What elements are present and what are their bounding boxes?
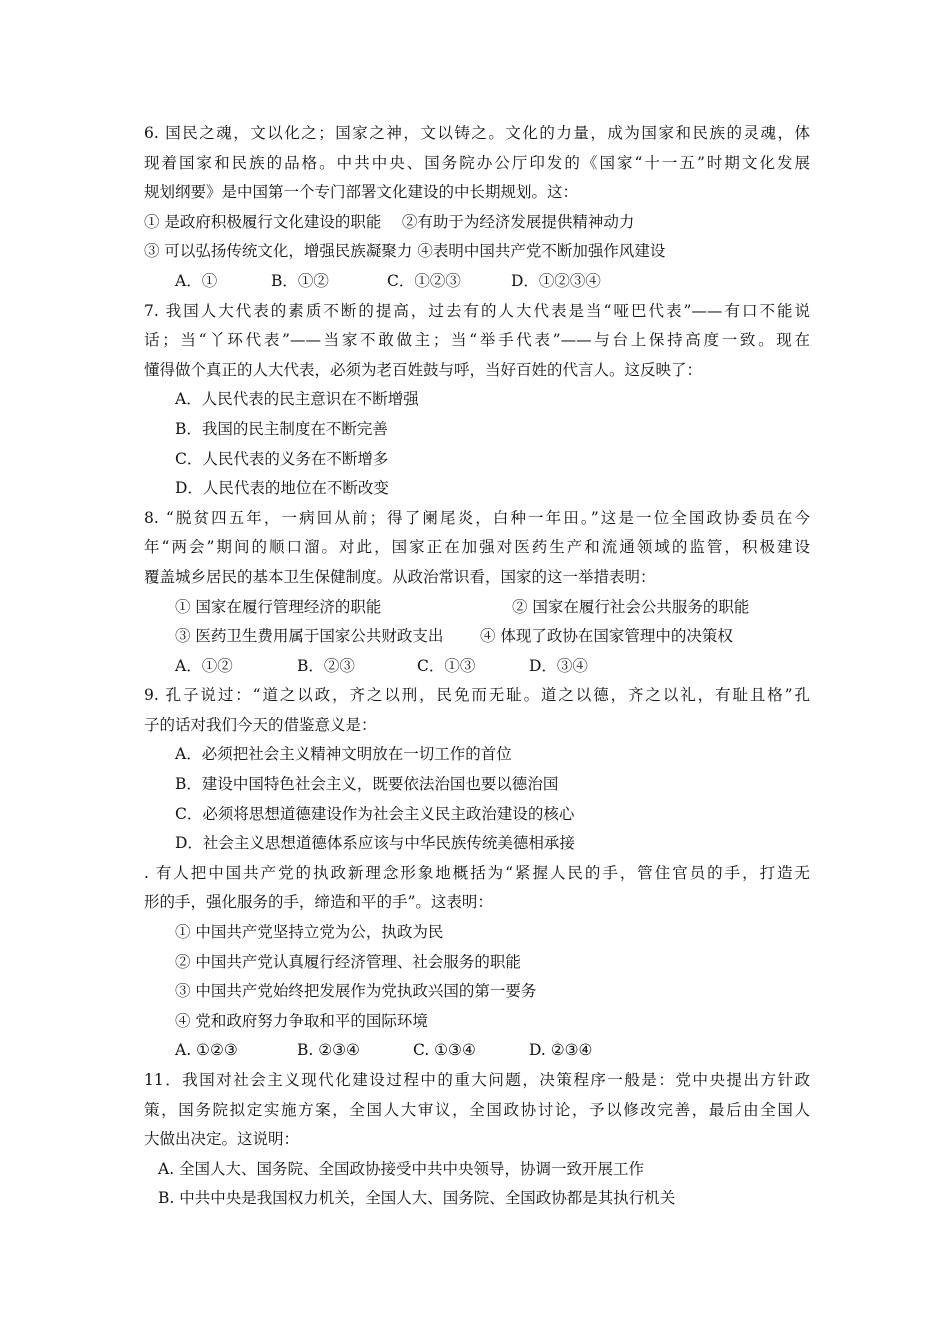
question-9-option-b: B．建设中国特色社会主义，既要依法治国也要以德治国 (175, 775, 559, 794)
question-10-options (144, 1036, 810, 1066)
question-10-line-1: . 有人把中国共产党的执政新理念形象地概括为“紧握人民的手，管住官员的手，打造无 (144, 863, 810, 882)
question-10-statement-4: ④ 党和政府努力争取和平的国际环境 (175, 1011, 428, 1030)
option-b: B．②③ (297, 656, 355, 675)
question-11-line-1: 11．我国对社会主义现代化建设过程中的重大问题，决策程序一般是：党中央提出方针政 (144, 1071, 810, 1089)
question-9-line-2: 子的话对我们今天的借鉴意义是： (144, 715, 377, 734)
question-7-line-2: 话；当“丫环代表”——当家不敢做主；当“举手代表”——与台上保持高度一致。现在 (144, 331, 810, 350)
option-d: D．①②③④ (511, 271, 601, 290)
question-7-line-3: 懂得做个真正的人大代表，必须为老百姓鼓与呼，当好百姓的代言人。这反映了： (144, 360, 703, 379)
question-8-statements-3-4 (144, 622, 810, 652)
question-9-option-c: C．必须将思想道德建设作为社会主义民主政治建设的核心 (175, 804, 575, 823)
question-6-line-3: 规划纲要》是中国第一个专门部署文化建设的中长期规划。这： (144, 183, 579, 202)
question-7-option-d: D．人民代表的地位在不断改变 (175, 479, 389, 498)
option-a: A. ①②③ (175, 1041, 238, 1060)
statement-2: ② 国家在履行社会公共服务的职能 (512, 597, 750, 616)
option-c: C．①②③ (387, 271, 461, 290)
question-6-statements-3-4: ③ 可以弘扬传统文化，增强民族凝聚力 ④表明中国共产党不断加强作风建设 (144, 242, 666, 261)
statement-4: ④ 体现了政协在国家管理中的决策权 (480, 627, 733, 646)
option-a: A．① (175, 271, 218, 290)
question-10-statement-3: ③ 中国共产党始终把发展作为党执政兴国的第一要务 (175, 982, 537, 1001)
exam-page (144, 119, 810, 1214)
option-c: C. ①③④ (413, 1041, 476, 1060)
question-7-option-c: C．人民代表的义务在不断增多 (175, 449, 389, 468)
question-10-statement-2: ② 中国共产党认真履行经济管理、社会服务的职能 (175, 952, 521, 971)
question-8-line-1: 8. “脱贫四五年，一病回从前；得了阑尾炎，白种一年田。”这是一位全国政协委员在今 (144, 508, 810, 527)
question-7-option-b: B．我国的民主制度在不断完善 (175, 419, 388, 438)
question-6-line-2: 现着国家和民族的品格。中共中央、国务院办公厅印发的《国家“十一五”时期文化发展 (144, 153, 810, 172)
option-c: C．①③ (417, 656, 476, 675)
question-10-statement-1: ① 中国共产党坚持立党为公，执政为民 (175, 923, 444, 942)
question-11-option-b: B. 中共中央是我国权力机关，全国人大、国务院、全国政协都是其执行机关 (158, 1189, 676, 1208)
question-11-option-a: A. 全国人大、国务院、全国政协接受中共中央领导，协调一致开展工作 (158, 1159, 645, 1178)
question-10-line-2: 形的手，强化服务的手，缔造和平的手”。这表明： (144, 893, 493, 912)
question-8-options (144, 652, 810, 682)
question-9-option-d: D．社会主义思想道德体系应该与中华民族传统美德相承接 (175, 834, 575, 853)
question-8-statements-1-2 (144, 593, 810, 623)
question-11-line-3: 大做出决定。这说明： (144, 1130, 300, 1149)
question-9-line-1: 9. 孔子说过：“道之以政，齐之以刑，民免而无耻。道之以德，齐之以礼，有耻且格”孔 (144, 686, 810, 705)
question-7-line-1: 7. 我国人大代表的素质不断的提高，过去有的人大代表是当“哑巴代表”——有口不能说 (144, 301, 810, 320)
question-7-option-a: A．人民代表的民主意识在不断增强 (175, 390, 419, 409)
statement-3: ③ 医药卫生费用属于国家公共财政支出 (175, 627, 444, 646)
question-9-option-a: A．必须把社会主义精神文明放在一切工作的首位 (175, 745, 512, 764)
option-b: B．①② (271, 271, 329, 290)
question-6-line-1: 6. 国民之魂，文以化之；国家之神，文以铸之。文化的力量，成为国家和民族的灵魂，体 (144, 124, 810, 142)
option-a: A．①② (175, 656, 233, 675)
question-8-line-3: 覆盖城乡居民的基本卫生保健制度。从政治常识看，国家的这一举措表明： (144, 567, 656, 586)
option-b: B. ②③④ (297, 1041, 360, 1060)
option-d: D．③④ (529, 656, 588, 675)
question-6-options (144, 267, 810, 297)
question-11-line-2: 策，国务院拟定实施方案，全国人大审议，全国政协讨论，予以修改完善，最后由全国人 (144, 1100, 810, 1119)
question-6-statements-1-2: ① 是政府积极履行文化建设的职能 ②有助于为经济发展提供精神动力 (144, 212, 635, 231)
option-d: D. ②③④ (529, 1041, 593, 1060)
question-8-line-2: 年“两会”期间的顺口溜。对此，国家正在加强对医药生产和流通领域的监管，积极建设 (144, 538, 810, 557)
statement-1: ① 国家在履行管理经济的职能 (175, 597, 382, 616)
